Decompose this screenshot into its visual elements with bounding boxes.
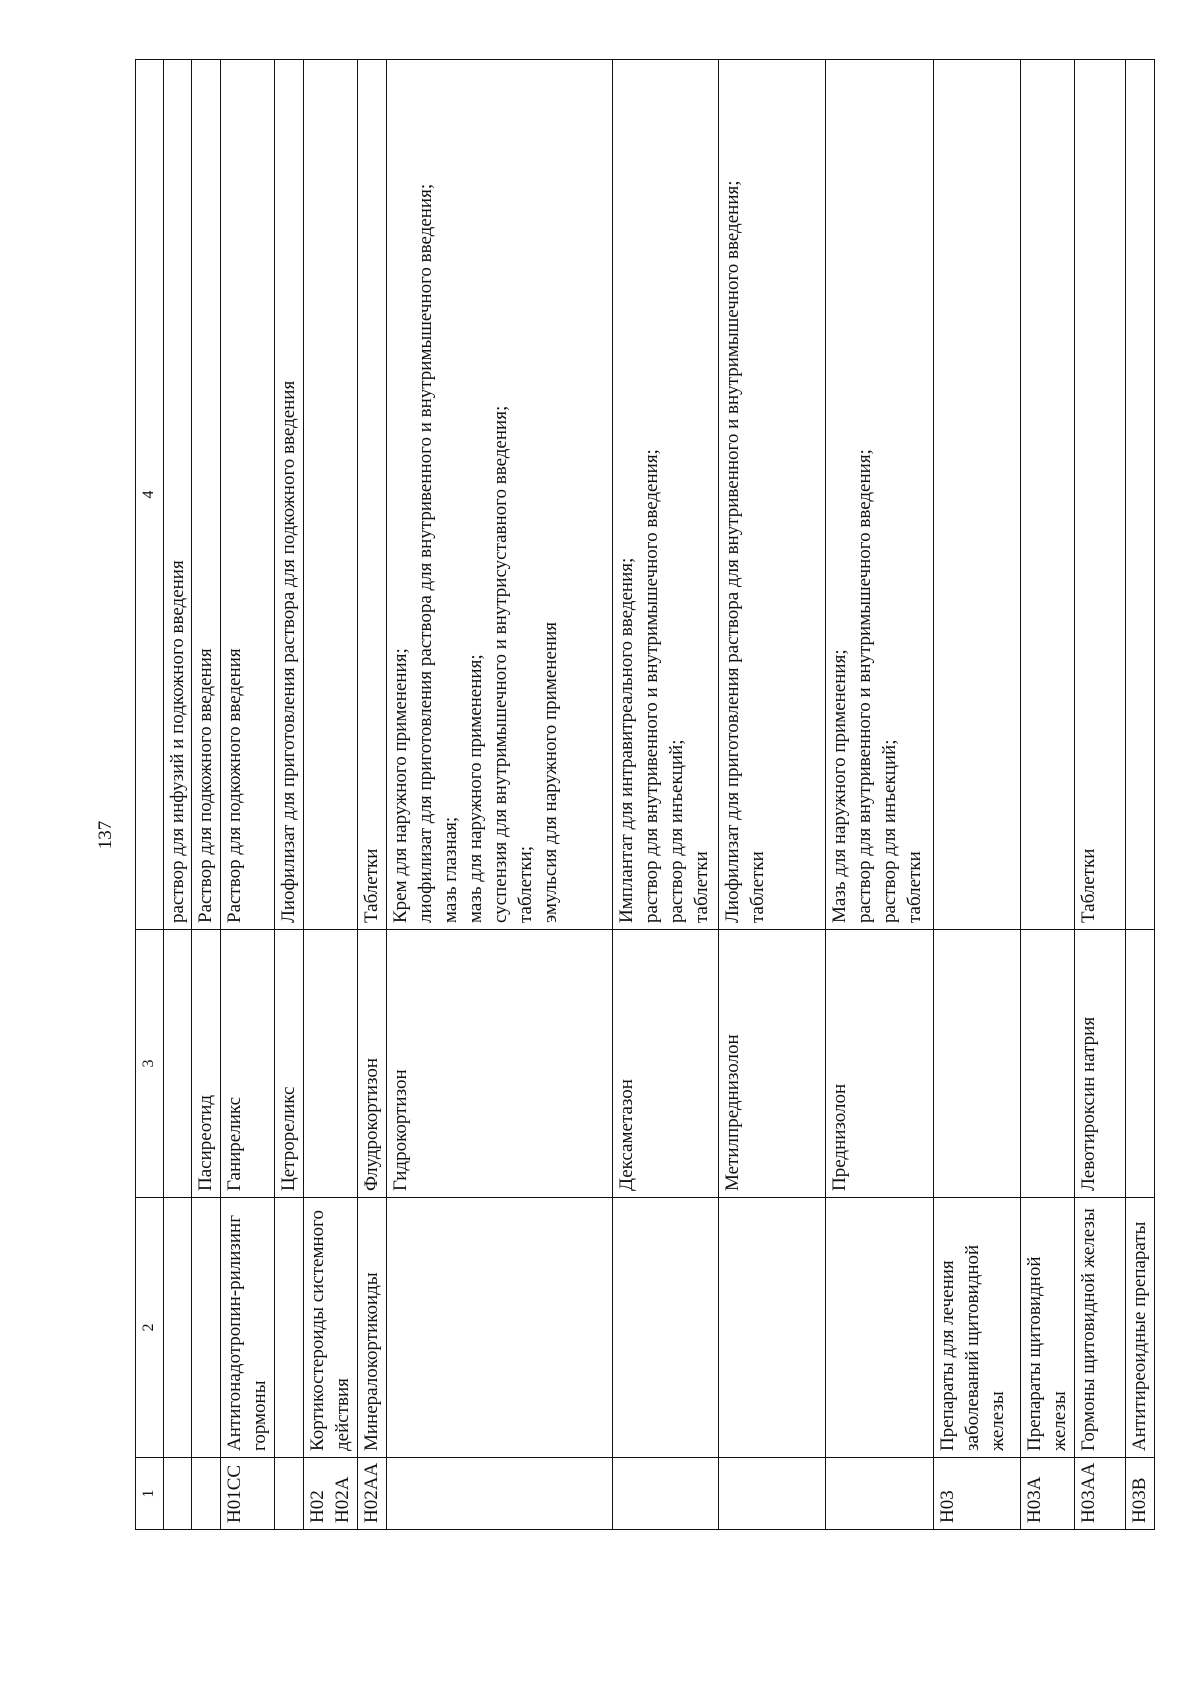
cell-dosage-forms <box>612 60 719 930</box>
cell-drug-name <box>933 930 1020 1198</box>
cell-group: Антигонадотропин-рилизинг гормоны <box>221 1198 275 1458</box>
cell-drug-name <box>163 930 192 1198</box>
cell-group <box>825 1198 933 1458</box>
cell-group: Минералокортикоиды <box>358 1198 387 1458</box>
cell-group <box>275 1198 304 1458</box>
dosage-form-line: раствор для внутривенного и внутримышечного введения; <box>853 449 875 923</box>
cell-atc-code <box>1020 1458 1074 1530</box>
header-col-3: 3 <box>136 930 164 1198</box>
cell-drug-name: Метилпреднизолон <box>719 930 826 1198</box>
cell-group <box>612 1198 719 1458</box>
table-row <box>304 60 358 1530</box>
cell-drug-name: Пасиреотид <box>192 930 221 1198</box>
dosage-form-line: раствор для инъекций; <box>665 739 687 923</box>
dosage-form-line: раствор для инъекций; <box>878 739 900 923</box>
cell-group: Кортикостероиды системного действия <box>304 1198 358 1458</box>
dosage-form-line: Раствор для подкожного введения <box>195 648 217 923</box>
cell-group: Препараты для лечения заболеваний щитовидной железы <box>933 1198 1020 1458</box>
cell-atc-code <box>358 1458 387 1530</box>
cell-dosage-forms <box>387 60 613 930</box>
cell-dosage-forms <box>304 60 358 930</box>
cell-drug-name: Преднизолон <box>825 930 933 1198</box>
dosage-form-line: эмульсия для наружного применения <box>540 622 562 923</box>
dosage-form-line: Таблетки <box>361 848 383 923</box>
header-row <box>136 60 164 1530</box>
cell-atc-code <box>221 1458 275 1530</box>
cell-dosage-forms <box>1020 60 1074 930</box>
table-rotated-wrapper <box>135 60 1155 1530</box>
cell-drug-name <box>304 930 358 1198</box>
cell-atc-code <box>275 1458 304 1530</box>
cell-atc-code <box>719 1458 826 1530</box>
atc-code-line: H03 <box>936 1490 958 1523</box>
cell-atc-code <box>304 1458 358 1530</box>
table-row <box>612 60 719 1530</box>
dosage-form-line: Мазь для наружного применения; <box>828 649 850 923</box>
atc-code-line: H02AA <box>361 1462 383 1523</box>
drug-table <box>135 59 1155 1530</box>
table-row <box>387 60 613 1530</box>
atc-code-line: H03AA <box>1077 1462 1099 1523</box>
cell-atc-code <box>1126 1458 1155 1530</box>
table-row <box>221 60 275 1530</box>
cell-dosage-forms <box>275 60 304 930</box>
cell-drug-name <box>1126 930 1155 1198</box>
cell-group: Препараты щитовидной железы <box>1020 1198 1074 1458</box>
atc-code-line: H03B <box>1129 1477 1151 1523</box>
cell-atc-code <box>163 1458 192 1530</box>
cell-dosage-forms <box>1126 60 1155 930</box>
table-row <box>1074 60 1125 1530</box>
dosage-form-line: раствор для инфузий и подкожного введения <box>166 560 188 923</box>
cell-dosage-forms <box>933 60 1020 930</box>
dosage-form-line: таблетки; <box>515 845 537 923</box>
cell-dosage-forms <box>221 60 275 930</box>
cell-dosage-forms <box>1074 60 1125 930</box>
cell-drug-name <box>1020 930 1074 1198</box>
dosage-form-line: раствор для внутривенного и внутримышечного введения; <box>640 449 662 923</box>
cell-atc-code <box>192 1458 221 1530</box>
header-col-1: 1 <box>136 1458 164 1530</box>
cell-drug-name: Ганиреликс <box>221 930 275 1198</box>
cell-group: Антитиреоидные препараты <box>1126 1198 1155 1458</box>
table-body <box>163 60 1154 1530</box>
table-row <box>358 60 387 1530</box>
cell-drug-name: Левотироксин натрия <box>1074 930 1125 1198</box>
cell-drug-name: Дексаметазон <box>612 930 719 1198</box>
cell-group <box>163 1198 192 1458</box>
table-row <box>825 60 933 1530</box>
page-number: 137 <box>95 820 116 850</box>
table-row <box>1126 60 1155 1530</box>
cell-atc-code <box>825 1458 933 1530</box>
dosage-form-line: мазь глазная; <box>440 816 462 923</box>
dosage-form-line: Раствор для подкожного введения <box>224 648 246 923</box>
cell-dosage-forms <box>192 60 221 930</box>
table-row <box>933 60 1020 1530</box>
cell-dosage-forms <box>358 60 387 930</box>
dosage-form-line: мазь для наружного применения; <box>465 654 487 923</box>
dosage-form-line: таблетки <box>690 851 712 923</box>
atc-code-line: H02 <box>307 1490 329 1523</box>
table-row <box>275 60 304 1530</box>
table-row <box>1020 60 1074 1530</box>
atc-code-line: H01CC <box>224 1464 246 1523</box>
cell-dosage-forms <box>825 60 933 930</box>
dosage-form-line: Таблетки <box>1077 848 1099 923</box>
cell-dosage-forms <box>719 60 826 930</box>
dosage-form-line: таблетки <box>747 851 769 923</box>
cell-group <box>387 1198 613 1458</box>
dosage-form-line: Крем для наружного применения; <box>390 648 412 923</box>
cell-atc-code <box>933 1458 1020 1530</box>
cell-drug-name: Цетрореликс <box>275 930 304 1198</box>
dosage-form-line: таблетки <box>903 851 925 923</box>
atc-code-line: H03A <box>1023 1476 1045 1523</box>
atc-code-line: H02A <box>332 1476 354 1523</box>
dosage-form-line: Лиофилизат для приготовления раствора для внутривенного и внутримышечного введения; <box>722 180 744 923</box>
cell-dosage-forms <box>163 60 192 930</box>
dosage-form-line: суспензия для внутримышечного и внутрисуставного введения; <box>490 405 512 923</box>
cell-atc-code <box>612 1458 719 1530</box>
table-row <box>192 60 221 1530</box>
header-col-2: 2 <box>136 1198 164 1458</box>
cell-atc-code <box>1074 1458 1125 1530</box>
table-row <box>719 60 826 1530</box>
header-col-4: 4 <box>136 60 164 930</box>
cell-group: Гормоны щитовидной железы <box>1074 1198 1125 1458</box>
cell-group <box>719 1198 826 1458</box>
cell-group <box>192 1198 221 1458</box>
cell-drug-name: Флудрокортизон <box>358 930 387 1198</box>
dosage-form-line: Имплантат для интравитреального введения; <box>615 557 637 923</box>
table-row <box>163 60 192 1530</box>
dosage-form-line: Лиофилизат для приготовления раствора для подкожного введения <box>278 380 300 923</box>
cell-atc-code <box>387 1458 613 1530</box>
cell-drug-name: Гидрокортизон <box>387 930 613 1198</box>
dosage-form-line: лиофилизат для приготовления раствора для внутривенного и внутримышечного введения; <box>415 183 437 923</box>
